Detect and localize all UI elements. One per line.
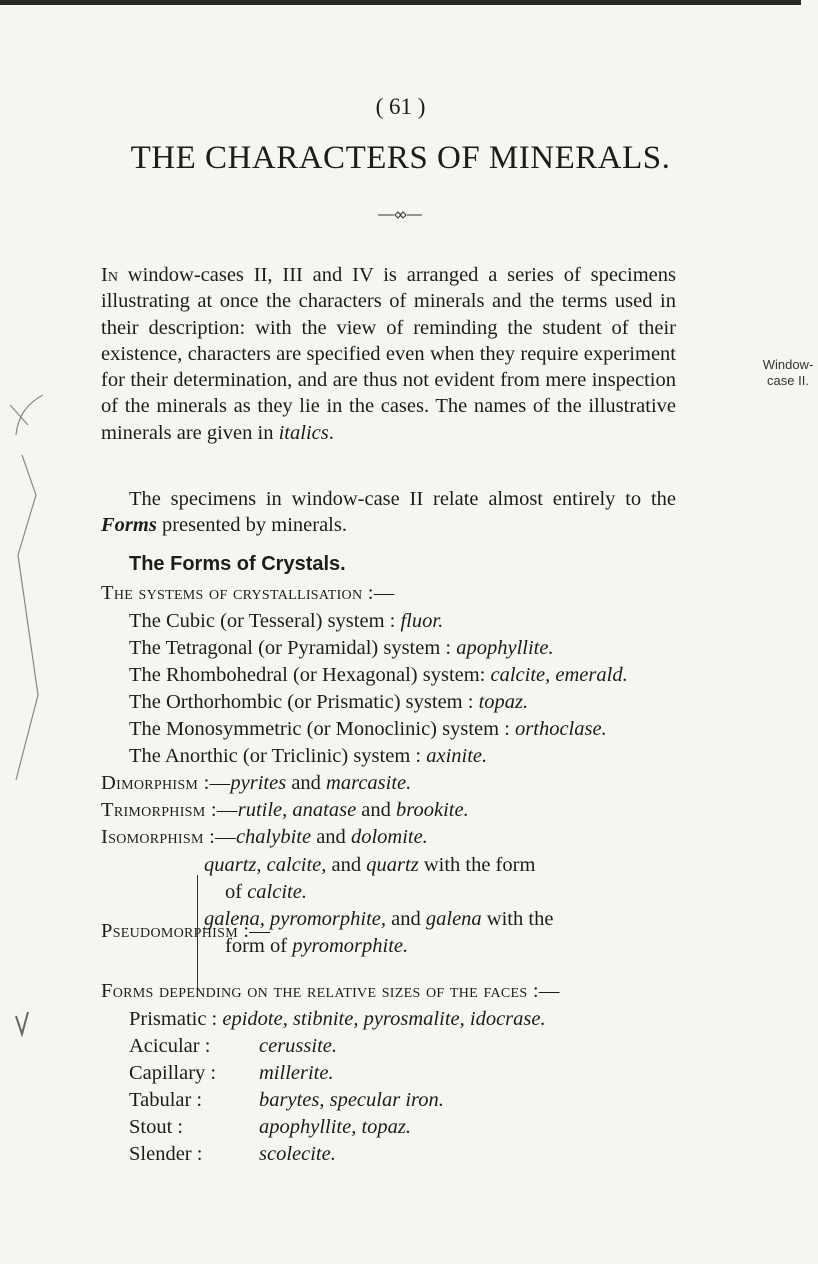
- trimorphism-line: Trimorphism :—rutile, anatase and brookite.: [101, 799, 469, 821]
- second-text-b: presented by minerals.: [161, 514, 347, 537]
- pseudo-line-1: quartz, calcite, and quartz with the form: [204, 854, 536, 876]
- faces-row-capillary: Capillary : millerite.: [129, 1062, 334, 1084]
- pencil-margin-mark-icon: [8, 395, 88, 795]
- faces-row-slender: Slender : scolecite.: [129, 1143, 336, 1165]
- faces-row-tabular: Tabular : barytes, specular iron.: [129, 1089, 444, 1111]
- ornament-divider-icon: [378, 210, 422, 220]
- forms-of-crystals-heading: The Forms of Crystals.: [129, 553, 346, 575]
- top-rule: [0, 0, 801, 5]
- faces-row-stout: Stout : apophyllite, topaz.: [129, 1116, 412, 1138]
- intro-lead: In: [101, 264, 118, 286]
- system-orthorhombic: The Orthorhombic (or Prismatic) system : topaz.: [129, 691, 529, 713]
- pencil-tick-mark-icon: [14, 1010, 30, 1040]
- pseudo-line-3: galena, pyromorphite, and galena with the: [204, 908, 554, 930]
- page-title: THE CHARACTERS OF MINERALS.: [130, 140, 671, 176]
- pseudo-line-2: of calcite.: [225, 881, 307, 903]
- system-anorthic: The Anorthic (or Triclinic) system : axinite.: [129, 745, 488, 767]
- second-paragraph: [101, 486, 676, 539]
- intro-paragraph: [101, 262, 676, 446]
- isomorphism-line: Isomorphism :—chalybite and dolomite.: [101, 826, 428, 848]
- systems-label: The systems of crystallisation :—: [101, 582, 395, 604]
- system-cubic: The Cubic (or Tesseral) system : fluor.: [129, 610, 444, 632]
- faces-row-prismatic: Prismatic : epidote, stibnite, pyrosmalite, idocrase.: [129, 1008, 546, 1030]
- system-tetragonal: The Tetragonal (or Pyramidal) system : apophyllite.: [129, 637, 554, 659]
- second-forms-word: Forms: [101, 514, 157, 537]
- pseudomorphism-brace: [197, 875, 206, 997]
- forms-by-faces-heading: Forms depending on the relative sizes of the faces :—: [101, 980, 560, 1002]
- sidenote: Window-case II.: [762, 357, 814, 388]
- pseudomorphism-label: Pseudomorphism :—: [101, 920, 271, 942]
- system-rhombohedral: The Rhombohedral (or Hexagonal) system: calcite, emerald.: [129, 664, 628, 686]
- pseudo-line-4: form of pyromorphite.: [225, 935, 409, 957]
- page-number: ( 61 ): [375, 94, 426, 119]
- second-text-a: The specimens in window-case II relate almost entirely to the: [129, 488, 676, 510]
- faces-row-acicular: Acicular : cerussite.: [129, 1035, 337, 1057]
- intro-text: window-cases II, III and IV is arranged a series of specimens illustrating at once the characters of minerals and the terms used in their description: with the view of reminding the student of their existence, characters are specified even when they require experiment for their determination, and are thus not evident from mere inspection of the minerals as they lie in the cases. The names of the illustrative minerals are given in: [101, 264, 677, 444]
- dimorphism-line: Dimorphism :—pyrites and marcasite.: [101, 772, 412, 794]
- intro-end: .: [328, 421, 334, 444]
- intro-italic-tail: italics: [278, 421, 329, 444]
- system-monosymmetric: The Monosymmetric (or Monoclinic) system : orthoclase.: [129, 718, 607, 740]
